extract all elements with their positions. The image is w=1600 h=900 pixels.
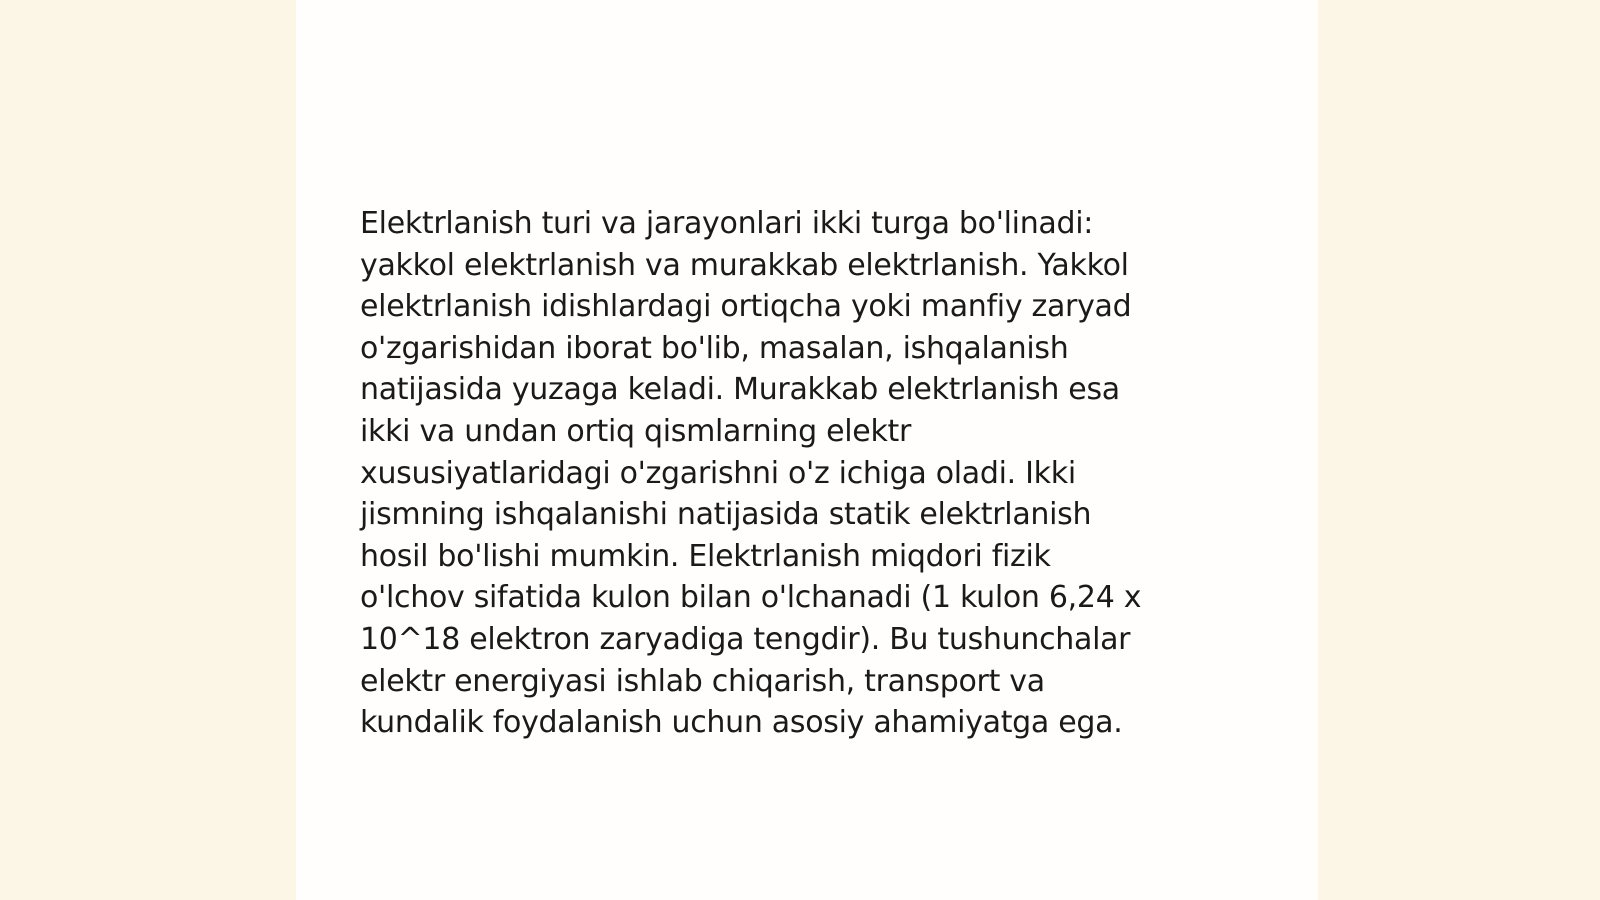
paragraph-line: natijasida yuzaga keladi. Murakkab elektrlanish esa	[360, 372, 1120, 408]
paragraph-line: o'lchov sifatida kulon bilan o'lchanadi (1 kulon 6,24 x	[360, 580, 1142, 616]
body-paragraph	[360, 203, 1240, 744]
paragraph-line: hosil bo'lishi mumkin. Elektrlanish miqdori fizik	[360, 538, 1051, 574]
paragraph-line: elektr energiyasi ishlab chiqarish, transport va	[360, 663, 1045, 699]
paragraph-line: yakkol elektrlanish va murakkab elektrlanish. Yakkol	[360, 247, 1129, 283]
paragraph-line: ikki va undan ortiq qismlarning elektr	[360, 413, 912, 449]
paragraph-line: o'zgarishidan iborat bo'lib, masalan, ishqalanish	[360, 330, 1069, 366]
paragraph-line: Elektrlanish turi va jarayonlari ikki turga bo'linadi:	[360, 206, 1094, 241]
paragraph-line: kundalik foydalanish uchun asosiy ahamiyatga ega.	[360, 705, 1123, 741]
paragraph-line: xususiyatlaridagi o'zgarishni o'z ichiga oladi. Ikki	[360, 455, 1076, 491]
paragraph-line: elektrlanish idishlardagi ortiqcha yoki manfiy zaryad	[360, 289, 1132, 325]
paragraph-line: 10^18 elektron zaryadiga tengdir). Bu tushunchalar	[360, 621, 1131, 657]
document-page	[296, 0, 1318, 900]
paragraph-line: jismning ishqalanishi natijasida statik elektrlanish	[360, 497, 1092, 533]
